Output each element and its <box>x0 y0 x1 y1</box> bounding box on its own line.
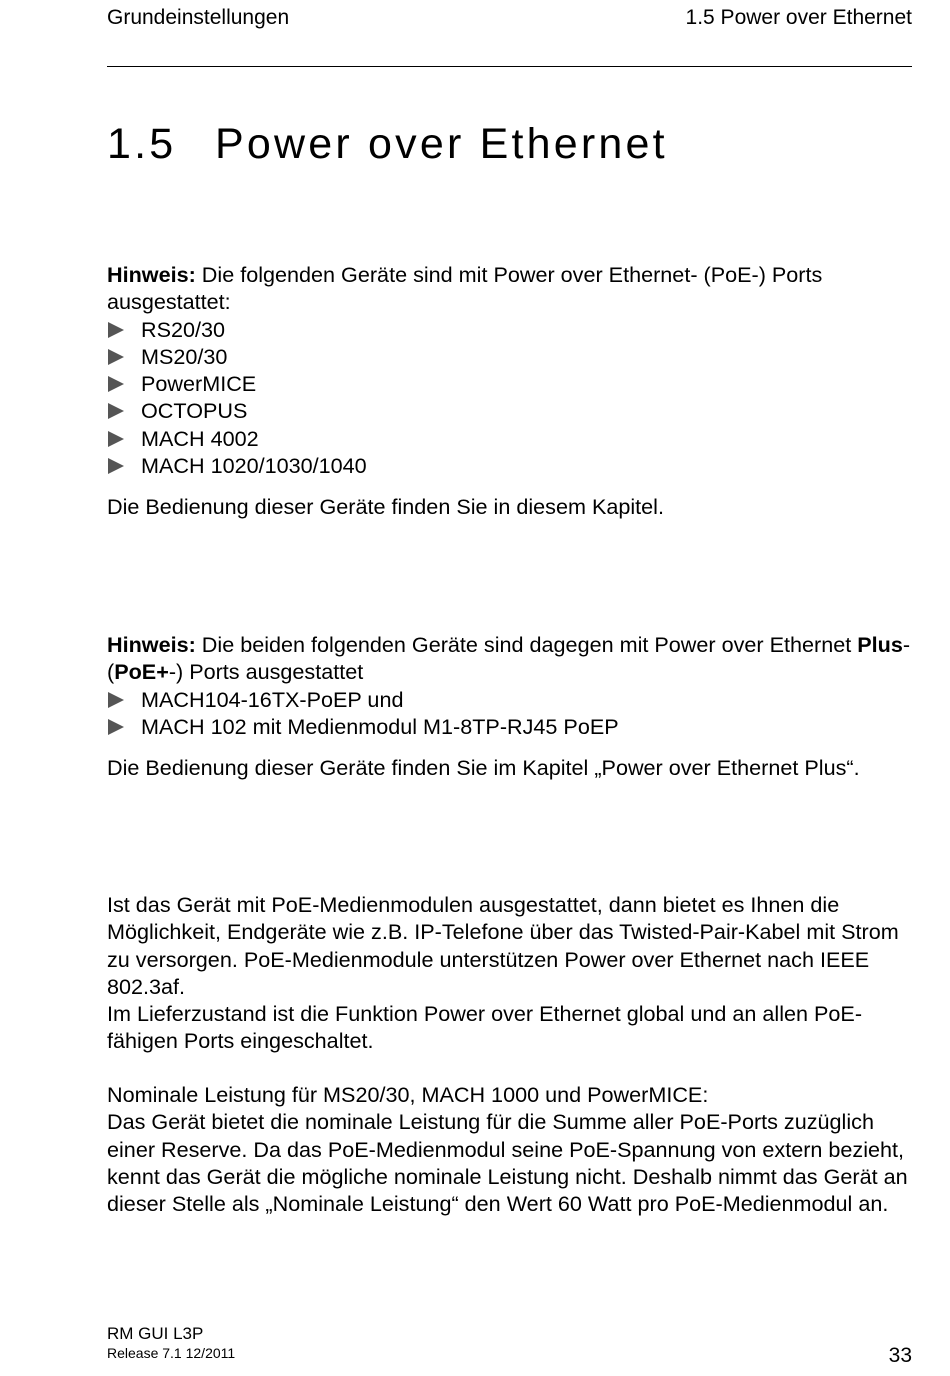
header-divider <box>107 66 912 67</box>
chapter-title-text: Power over Ethernet <box>215 120 668 168</box>
triangle-bullet-icon <box>108 322 124 338</box>
list-item: MS20/30 <box>107 343 917 370</box>
note-paragraph: Hinweis: Die beiden folgenden Geräte sind dagegen mit Power over Ethernet Plus- (PoE+-) Ports ausgestattet <box>107 632 911 685</box>
body-paragraph: Im Lieferzustand ist die Funktion Power over Ethernet global und an allen PoE-fähigen Ports eingeschaltet. <box>107 1001 863 1054</box>
list-item: MACH104-16TX-PoEP und <box>107 686 917 713</box>
triangle-bullet-icon <box>108 349 124 365</box>
nominal-power-section <box>107 1081 917 1217</box>
triangle-bullet-icon <box>108 458 124 474</box>
triangle-bullet-icon <box>108 431 124 447</box>
page-header <box>107 6 912 34</box>
chapter-number: 1.5 <box>107 120 177 168</box>
triangle-bullet-icon <box>108 376 124 392</box>
poe-plus-bold: PoE+ <box>114 659 169 685</box>
header-section-title: Grundeinstellungen <box>107 6 290 29</box>
note-label: Hinweis: <box>107 262 196 287</box>
list-item: PowerMICE <box>107 370 917 397</box>
list-item: MACH 102 mit Medienmodul M1-8TP-RJ45 PoEP <box>107 713 917 740</box>
section-heading: Nominale Leistung für MS20/30, MACH 1000 und PowerMICE: <box>107 1082 709 1107</box>
chapter-title <box>107 120 668 169</box>
page-number: 33 <box>888 1344 912 1367</box>
triangle-bullet-icon <box>108 403 124 419</box>
note-poe-plus-devices <box>107 631 917 781</box>
note-poe-devices <box>107 261 917 521</box>
device-list <box>107 316 917 480</box>
poe-description <box>107 891 917 1055</box>
list-item: MACH 4002 <box>107 425 917 452</box>
page-footer <box>107 1324 912 1367</box>
footer-release: Release 7.1 12/2011 <box>107 1345 236 1361</box>
note-after-text: Die Bedienung dieser Geräte finden Sie in diesem Kapitel. <box>107 494 664 520</box>
plus-bold: Plus <box>857 632 903 657</box>
device-list <box>107 686 917 741</box>
triangle-bullet-icon <box>108 719 124 735</box>
note-text: Die folgenden Geräte sind mit Power over Ethernet- (PoE-) Ports ausgestattet: <box>107 262 823 315</box>
list-item: MACH 1020/1030/1040 <box>107 452 917 479</box>
footer-document-name: RM GUI L3P <box>107 1324 204 1343</box>
note-paragraph <box>107 261 917 316</box>
note-label: Hinweis: <box>107 632 196 657</box>
body-paragraph: Das Gerät bietet die nominale Leistung für die Summe aller PoE-Ports zuzüglich einer Reserve. Da das PoE-Medienmodul seine PoE-Spannung von extern bezieht, kennt das Gerät die mögliche nominale Leistung nicht. Deshalb nimmt das Gerät an dieser Stelle als „Nominale Leistung“ den Wert 60 Watt pro PoE-Medienmodul an. <box>107 1109 908 1217</box>
triangle-bullet-icon <box>108 692 124 708</box>
list-item: RS20/30 <box>107 316 917 343</box>
list-item: OCTOPUS <box>107 397 917 424</box>
header-chapter-title: 1.5 Power over Ethernet <box>685 6 912 29</box>
body-paragraph: Ist das Gerät mit PoE-Medienmodulen ausgestattet, dann bietet es Ihnen die Möglichkeit, Endgeräte wie z.B. IP-Telefone über das Twisted-Pair-Kabel mit Strom zu versorgen. PoE-Medienmodule unterstützen Power over Ethernet nach IEEE 802.3af. <box>107 892 899 999</box>
note-after-text: Die Bedienung dieser Geräte finden Sie im Kapitel „Power over Ethernet Plus“. <box>107 755 860 781</box>
